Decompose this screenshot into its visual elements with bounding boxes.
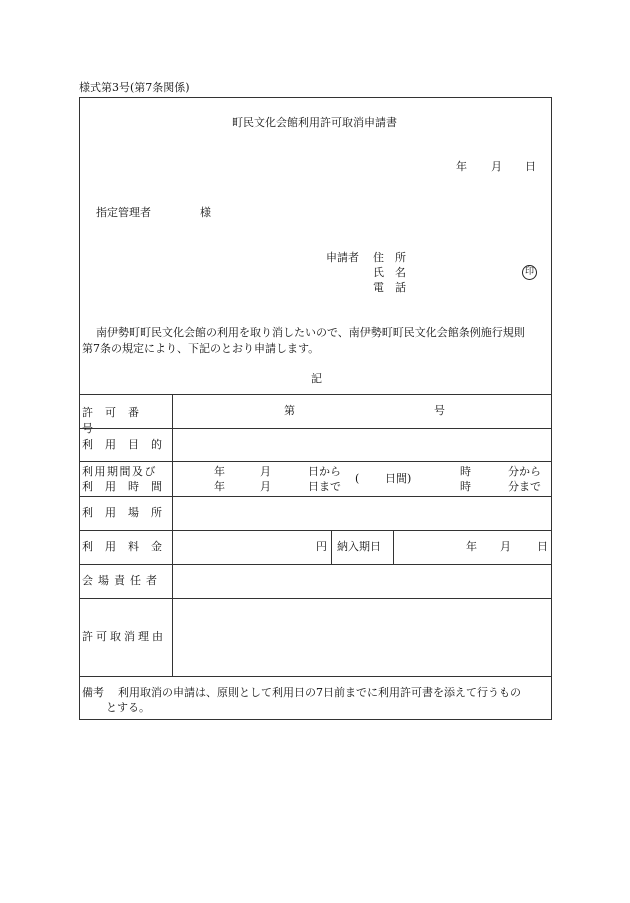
- period-end-hour: 時: [460, 480, 471, 493]
- applicant-name-label: 氏 名: [373, 266, 406, 279]
- header-reason: 許可取消理由: [82, 630, 166, 643]
- note-label: 備考: [82, 686, 104, 699]
- form-title: 町民文化会館利用許可取消申請書: [232, 116, 397, 129]
- seal-mark: 印: [522, 265, 537, 280]
- period-end-minute: 分まで: [508, 480, 541, 493]
- note-line-2: とする。: [106, 701, 150, 714]
- applicant-label: 申請者: [326, 251, 359, 264]
- period-start-day: 日から: [308, 465, 341, 478]
- row-line-7: [79, 676, 552, 677]
- period-paren-open: (: [355, 472, 360, 485]
- header-manager: 会場責任者: [82, 574, 162, 587]
- period-start-minute: 分から: [508, 465, 541, 478]
- header-period-line2: 利用時間: [82, 480, 174, 493]
- date-year: 年: [456, 160, 467, 173]
- permit-dai: 第: [284, 404, 295, 417]
- header-column-divider: [172, 394, 173, 676]
- header-place: 利用場所: [82, 506, 174, 519]
- period-start-year: 年: [214, 465, 225, 478]
- row-line-2: [79, 461, 552, 462]
- period-end-month: 月: [260, 480, 271, 493]
- row-line-6: [79, 598, 552, 599]
- period-days: 日間): [385, 472, 412, 485]
- header-fee: 利用料金: [82, 540, 174, 553]
- fee-due-label: 納入期日: [337, 540, 381, 553]
- row-line-3: [79, 496, 552, 497]
- fee-due-year: 年: [466, 540, 477, 553]
- header-period-line1: 利用期間及び: [82, 465, 157, 478]
- applicant-phone-label: 電 話: [373, 281, 406, 294]
- row-line-4: [79, 530, 552, 531]
- permit-go: 号: [434, 404, 445, 417]
- ki-label: 記: [311, 372, 322, 385]
- fee-divider-2: [393, 530, 394, 564]
- fee-divider-1: [331, 530, 332, 564]
- period-end-year: 年: [214, 480, 225, 493]
- date-month: 月: [491, 160, 502, 173]
- header-permit-number: 許可番号: [82, 406, 151, 435]
- table-top-line: [79, 394, 552, 395]
- fee-yen: 円: [316, 540, 327, 553]
- period-end-day: 日まで: [308, 480, 341, 493]
- applicant-address-label: 住 所: [373, 251, 406, 264]
- addressee-honorific: 様: [200, 206, 211, 219]
- period-start-month: 月: [260, 465, 271, 478]
- fee-due-month: 月: [500, 540, 511, 553]
- period-start-hour: 時: [460, 465, 471, 478]
- note-line-1: 利用取消の申請は、原則として利用日の7日前までに利用許可書を添えて行うもの: [118, 686, 521, 699]
- row-line-5: [79, 564, 552, 565]
- header-purpose: 利用目的: [82, 438, 174, 451]
- date-day: 日: [525, 160, 536, 173]
- form-number-label: 様式第3号(第7条関係): [79, 81, 190, 94]
- addressee-label: 指定管理者: [96, 206, 151, 219]
- body-text-line-1: 南伊勢町町民文化会館の利用を取り消したいので、南伊勢町町民文化会館条例施行規則: [96, 326, 525, 339]
- body-text-line-2: 第7条の規定により、下記のとおり申請します。: [82, 342, 320, 355]
- fee-due-day: 日: [537, 540, 548, 553]
